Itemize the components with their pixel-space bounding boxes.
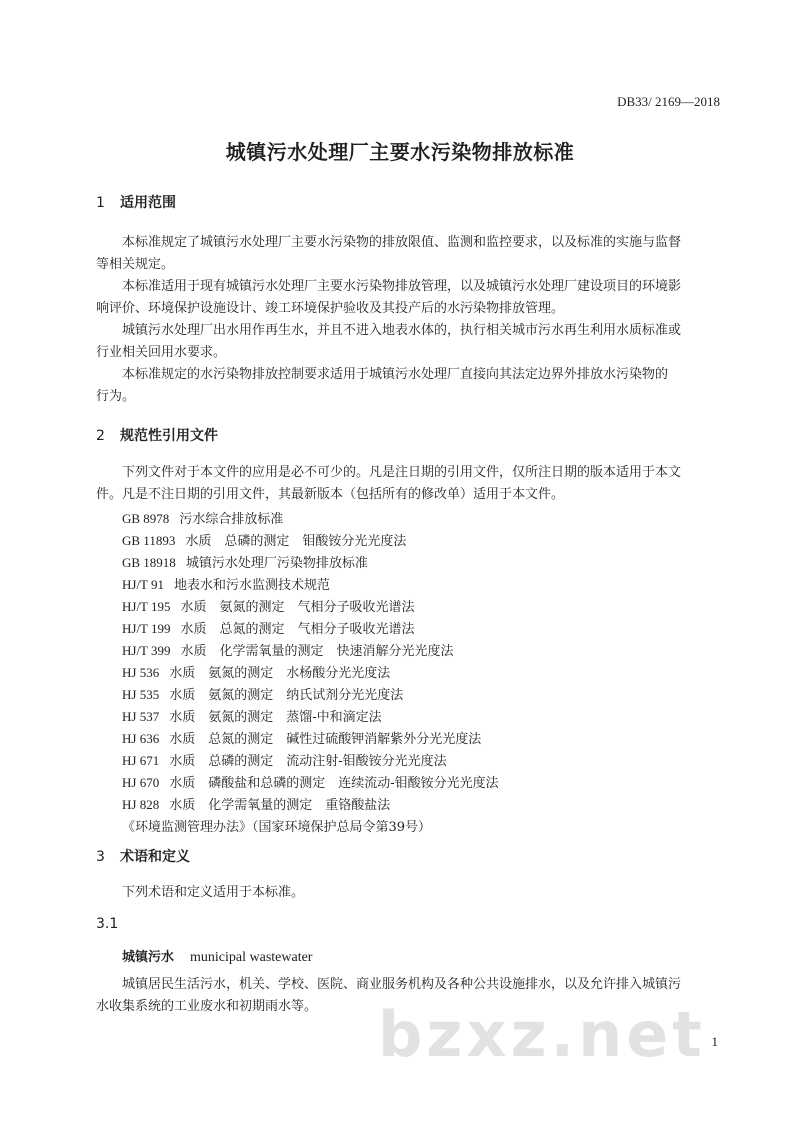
term-chinese: 城镇污水 xyxy=(122,950,175,965)
reference-name: 城镇污水处理厂污染物排放标准 xyxy=(185,556,368,571)
reference-item xyxy=(122,596,415,615)
section-1-body xyxy=(96,232,720,408)
section-number: 2 xyxy=(96,428,105,444)
reference-name: 水质 氨氮的测定 水杨酸分光光度法 xyxy=(169,666,391,681)
section-title: 适用范围 xyxy=(120,195,176,211)
reference-name: 《环境监测管理办法》（国家环境保护总局令第39号） xyxy=(122,820,432,835)
reference-item xyxy=(122,728,481,747)
reference-item xyxy=(122,706,382,725)
paragraph-line: 水收集系统的工业废水和初期雨水等。 xyxy=(96,999,318,1014)
reference-item xyxy=(122,574,330,593)
reference-name: 地表水和污水监测技术规范 xyxy=(174,578,331,593)
paragraph-line: 下列术语和定义适用于本标准。 xyxy=(122,885,305,900)
paragraph-line: 本标准规定的水污染物排放控制要求适用于城镇污水处理厂直接向其法定边界外排放水污染物的 xyxy=(122,367,669,382)
paragraph-line: 城镇居民生活污水，机关、学校、医院、商业服务机构及各种公共设施排水，以及允许排入城镇污 xyxy=(122,977,682,992)
reference-name: 水质 化学需氧量的测定 快速消解分光光度法 xyxy=(180,644,454,659)
reference-code: GB 8978 xyxy=(122,511,170,526)
reference-code: HJ/T 195 xyxy=(122,599,171,614)
paragraph-line: 城镇污水处理厂出水用作再生水，并且不进入地表水体的，执行相关城市污水再生利用水质标准或 xyxy=(122,323,682,338)
reference-item xyxy=(122,794,390,813)
section-number: 1 xyxy=(96,195,105,211)
paragraph-line: 本标准规定了城镇污水处理厂主要水污染物的排放限值、监测和监控要求，以及标准的实施与监督 xyxy=(122,235,682,250)
reference-code: HJ 537 xyxy=(122,709,160,724)
document-code: DB33/ 2169—2018 xyxy=(617,94,720,109)
paragraph-line: 响评价、环境保护设施设计、竣工环境保护验收及其投产后的水污染物排放管理。 xyxy=(96,301,565,316)
reference-item xyxy=(122,640,454,659)
reference-item xyxy=(122,618,415,637)
reference-code: HJ 671 xyxy=(122,753,160,768)
section-2-heading xyxy=(96,425,218,445)
reference-item xyxy=(122,530,406,549)
reference-name: 水质 总磷的测定 钼酸铵分光光度法 xyxy=(185,534,407,549)
paragraph-line: 本标准适用于现有城镇污水处理厂主要水污染物排放管理，以及城镇污水处理厂建设项目的环境影 xyxy=(122,279,682,294)
reference-name: 水质 氨氮的测定 纳氏试剂分光光度法 xyxy=(169,688,404,703)
reference-code: GB 18918 xyxy=(122,555,176,570)
section-number: 3 xyxy=(96,849,105,865)
section-title: 术语和定义 xyxy=(120,849,190,865)
reference-name: 水质 总氮的测定 碱性过硫酸钾消解紫外分光光度法 xyxy=(169,732,482,747)
reference-name: 污水综合排放标准 xyxy=(179,512,284,527)
reference-item xyxy=(122,684,403,703)
reference-code: HJ 636 xyxy=(122,731,160,746)
subsection-3-1-heading xyxy=(96,916,118,932)
reference-code: HJ 536 xyxy=(122,665,160,680)
paragraph-line: 等相关规定。 xyxy=(96,257,175,272)
page-number: 1 xyxy=(711,1034,718,1049)
section-2-intro xyxy=(96,462,720,506)
reference-code: GB 11893 xyxy=(122,533,176,548)
reference-name: 水质 总氮的测定 气相分子吸收光谱法 xyxy=(180,622,415,637)
reference-code: HJ 535 xyxy=(122,687,160,702)
section-1-heading xyxy=(96,192,176,212)
reference-code: HJ/T 399 xyxy=(122,643,171,658)
paragraph-line: 件。凡是不注日期的引用文件，其最新版本（包括所有的修改单）适用于本文件。 xyxy=(96,487,565,502)
term-english: municipal wastewater xyxy=(190,950,313,965)
paragraph-line: 下列文件对于本文件的应用是必不可少的。凡是注日期的引用文件，仅所注日期的版本适用于本文 xyxy=(122,465,682,480)
term-entry xyxy=(122,946,312,966)
reference-name: 水质 总磷的测定 流动注射-钼酸铵分光光度法 xyxy=(169,754,447,769)
reference-item xyxy=(122,816,431,835)
reference-code: HJ 670 xyxy=(122,775,160,790)
reference-name: 水质 化学需氧量的测定 重铬酸盐法 xyxy=(169,798,391,813)
reference-item xyxy=(122,750,447,769)
paragraph-line: 行业相关回用水要求。 xyxy=(96,345,227,360)
section-3-heading xyxy=(96,846,190,866)
reference-name: 水质 氨氮的测定 蒸馏-中和滴定法 xyxy=(169,710,382,725)
reference-item xyxy=(122,662,390,681)
section-title: 规范性引用文件 xyxy=(120,428,218,444)
document-title: 城镇污水处理厂主要水污染物排放标准 xyxy=(225,140,575,164)
reference-name: 水质 磷酸盐和总磷的测定 连续流动-钼酸铵分光光度法 xyxy=(169,776,499,791)
reference-code: HJ/T 91 xyxy=(122,577,165,592)
reference-item xyxy=(122,552,368,571)
reference-name: 水质 氨氮的测定 气相分子吸收光谱法 xyxy=(180,600,415,615)
section-3-intro xyxy=(96,882,720,904)
reference-item xyxy=(122,508,283,527)
reference-code: HJ 828 xyxy=(122,797,160,812)
reference-item xyxy=(122,772,499,791)
watermark: bzxz.net xyxy=(378,998,706,1071)
reference-code: HJ/T 199 xyxy=(122,621,171,636)
paragraph-line: 行为。 xyxy=(96,389,136,404)
subsection-number: 3.1 xyxy=(96,916,119,932)
